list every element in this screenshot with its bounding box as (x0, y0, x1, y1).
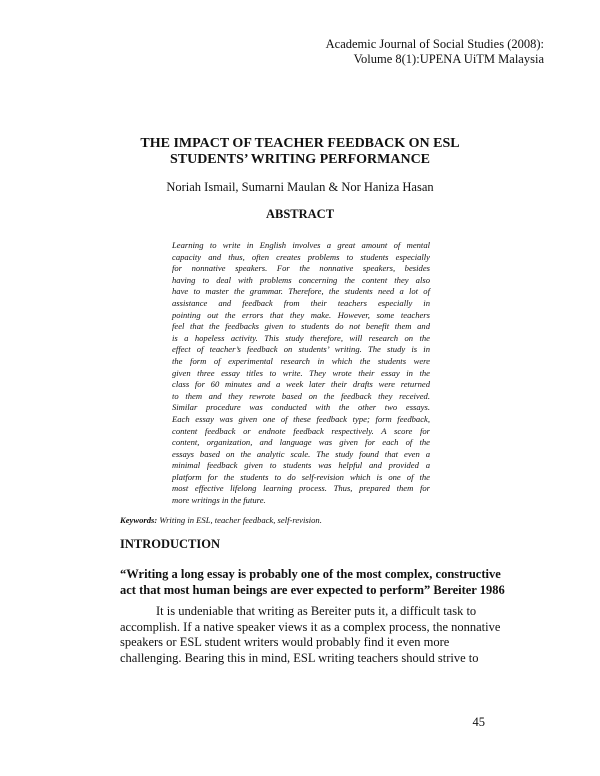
title-line-1: THE IMPACT OF TEACHER FEEDBACK ON ESL (140, 136, 460, 151)
quote-line-2: act that most human beings are ever expected to perform” Bereiter 1986 (120, 582, 505, 597)
abstract-line: effect of teacher’s feedback on students’ writing. The study is in (172, 344, 430, 355)
abstract-line: Each essay was given one of these feedback type; form feedback, (172, 413, 430, 424)
abstract-line: class for 60 minutes and a week later their drafts were returned (172, 379, 430, 390)
abstract-line: content feedback or endnote feedback respectively. A score for (172, 425, 430, 436)
abstract-line: Learning to write in English involves a great amount of mental (172, 240, 430, 250)
author-list: Noriah Ismail, Sumarni Maulan & Nor Haniza Hasan (166, 180, 434, 194)
abstract-line: feel that the feedbacks given to students do not benefit them and (172, 321, 430, 332)
journal-volume-line: Volume 8(1):UPENA UiTM Malaysia (353, 52, 544, 66)
keywords-label: Keywords: (120, 515, 158, 525)
abstract-line: to them and they rewrote based on the feedback they received. (172, 390, 430, 401)
keywords (120, 515, 322, 525)
page-number: 45 (472, 715, 485, 729)
paragraph-line: It is undeniable that writing as Bereiter puts it, a difficult task to (156, 604, 477, 618)
abstract-line: the form of experimental research in which the students were (172, 355, 430, 366)
abstract-line: minimal feedback given to students was helpful and provided a (172, 460, 430, 471)
quote-line-1: “Writing a long essay is probably one of the most complex, constructive (120, 567, 501, 581)
journal-citation-line: Academic Journal of Social Studies (2008): (325, 37, 544, 51)
abstract-line: have to master the grammar. Therefore, the students need a lot of (172, 286, 430, 297)
abstract-line: most effective lifelong learning process. Thus, prepared them for (172, 483, 430, 494)
abstract-line: given three essay titles to write. They wrote their essay in the (172, 367, 430, 378)
abstract-line: is a hopeless activity. This study therefore, will research on the (172, 332, 430, 343)
introduction-paragraph (120, 604, 501, 666)
abstract-line: pointing out the errors that they make. However, some teachers (172, 309, 430, 320)
abstract-line: content, organization, and language was given for each of the (172, 437, 430, 448)
abstract-line: platform for the students to do self-revision which is one of the (172, 471, 430, 482)
paper-title (80, 136, 520, 168)
abstract-line: capacity and thus, often creates problems to students especially (172, 251, 430, 262)
abstract-line: for nonnative speakers. For the nonnative speakers, besides (172, 263, 430, 274)
paragraph-line: speakers or ESL student writers would probably find it even more (120, 635, 450, 649)
epigraph-quote (120, 567, 505, 598)
abstract-line: Similar procedure was conducted with the other two essays. (172, 402, 430, 413)
introduction-heading: INTRODUCTION (120, 537, 221, 551)
keywords-text: Writing in ESL, teacher feedback, self-revision. (159, 515, 322, 525)
abstract-body (172, 240, 430, 507)
title-line-2: STUDENTS’ WRITING PERFORMANCE (169, 152, 431, 167)
abstract-line: more writings in the future. (172, 495, 266, 506)
running-header (326, 37, 544, 67)
abstract-line: having to deal with problems concerning the content they also (172, 274, 430, 285)
paragraph-line: accomplish. If a native speaker views it as a complex process, the nonnative (120, 619, 501, 634)
abstract-line: assistance and feedback from their teachers especially in (172, 297, 430, 308)
abstract-line: essays based on the analytic scale. The study found that even a (172, 448, 430, 459)
abstract-heading: ABSTRACT (265, 207, 335, 221)
paragraph-line: challenging. Bearing this in mind, ESL writing teachers should strive to (120, 650, 479, 665)
